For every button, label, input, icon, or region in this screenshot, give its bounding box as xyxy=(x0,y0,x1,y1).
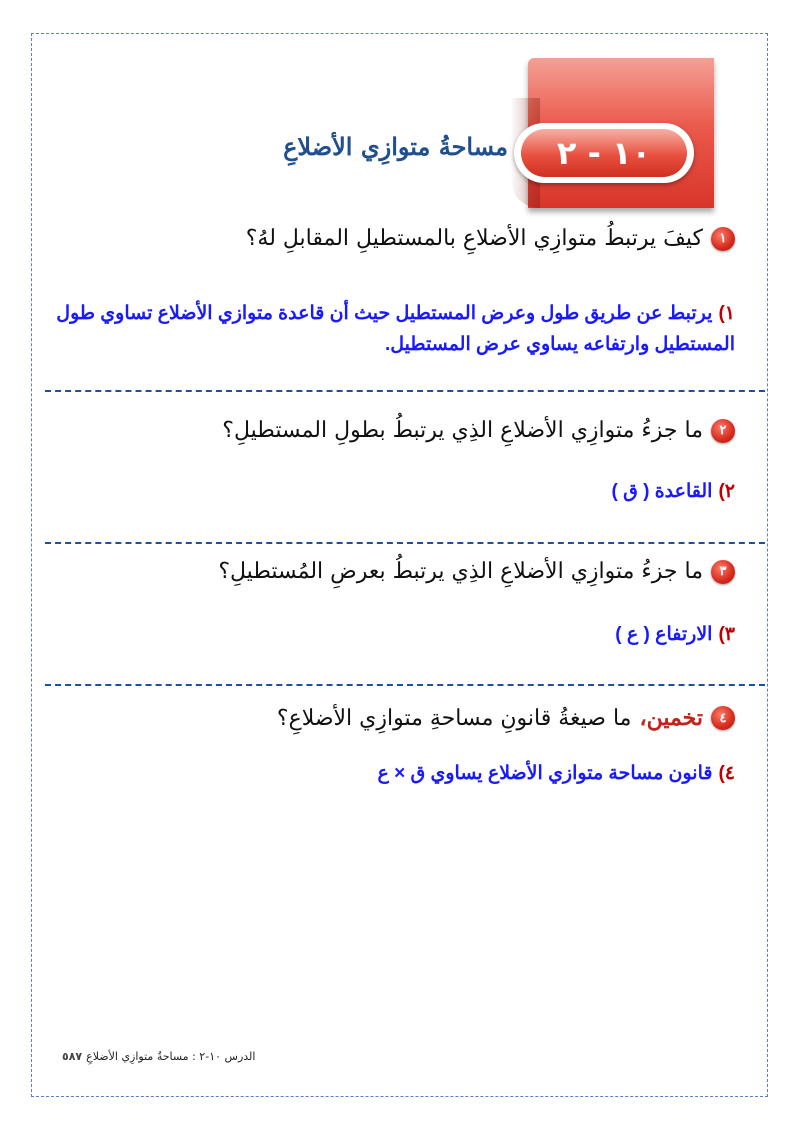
question-4-number-badge: ٤ xyxy=(711,706,735,730)
lesson-number-badge xyxy=(514,123,694,183)
answer-2 xyxy=(611,476,735,507)
separator-1 xyxy=(45,390,765,392)
lesson-number: ١٠ - ٢ xyxy=(521,129,687,177)
question-4-label: تخمين، xyxy=(639,705,703,731)
answer-2-number: ٢) xyxy=(718,481,735,502)
separator-2 xyxy=(45,542,765,544)
lesson-title: مساحةُ متوازِي الأضلاعِ xyxy=(283,132,508,161)
question-1-number-badge: ١ xyxy=(711,227,735,251)
question-4 xyxy=(277,705,735,731)
question-1 xyxy=(246,226,735,251)
separator-3 xyxy=(45,684,765,686)
answer-1 xyxy=(55,298,735,361)
question-4-text: ما صيغةُ قانونِ مساحةِ متوازِي الأضلاعِ؟ xyxy=(276,705,632,731)
answer-3 xyxy=(615,619,735,650)
answer-3-text: الارتفاع ( ع ) xyxy=(615,624,713,645)
question-3-text: ما جزءُ متوازِي الأضلاعِ الذِي يرتبطُ بعرضِ المُستطيلِ؟ xyxy=(218,559,703,584)
answer-2-text: القاعدة ( ق ) xyxy=(611,481,713,502)
question-1-text: كيفَ يرتبطُ متوازِي الأضلاعِ بالمستطيلِ المقابلِ لهُ؟ xyxy=(245,226,703,251)
page-number: ٥٨٧ xyxy=(62,1050,83,1063)
question-3 xyxy=(218,559,735,584)
page-footer xyxy=(62,1050,255,1063)
question-2-text: ما جزءُ متوازِي الأضلاعِ الذِي يرتبطُ بطولِ المستطيلِ؟ xyxy=(222,418,703,443)
question-3-number-badge: ٣ xyxy=(711,560,735,584)
answer-4-number: ٤) xyxy=(718,763,735,784)
answer-1-text: يرتبط عن طريق طول وعرض المستطيل حيث أن قاعدة متوازي الأضلاع تساوي طول المستطيل وارتفاعه يساوي عرض المستطيل. xyxy=(56,303,735,356)
answer-4 xyxy=(378,758,736,789)
footer-lesson-ref: الدرس ١٠-٢ : مساحةُ متوازِي الأضلاعِ xyxy=(86,1050,256,1063)
question-2-number-badge: ٢ xyxy=(711,419,735,443)
question-2 xyxy=(222,418,735,443)
answer-1-number: ١) xyxy=(718,303,735,324)
answer-4-text: قانون مساحة متوازي الأضلاع يساوي ق × ع xyxy=(377,763,713,784)
answer-3-number: ٣) xyxy=(718,624,735,645)
